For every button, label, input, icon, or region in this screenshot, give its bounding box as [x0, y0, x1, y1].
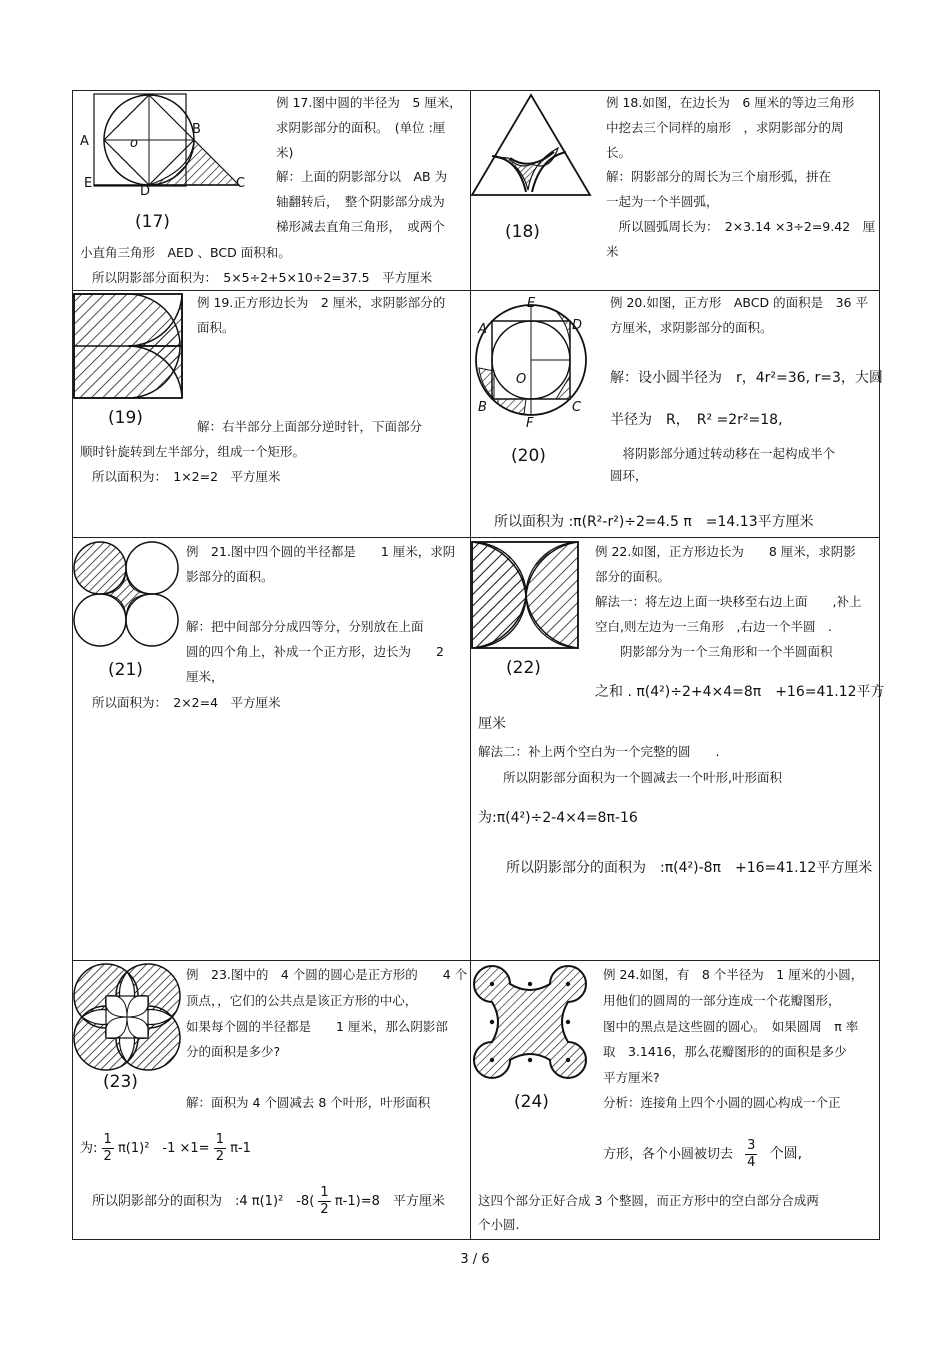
ex23-line: 解：面积为 4 个圆减去 8 个叶形，叶形面积	[186, 1095, 431, 1110]
label-b: B	[192, 122, 201, 137]
figure-21	[72, 540, 182, 650]
ex20-solution: 圆环，	[610, 468, 648, 483]
figure-23	[72, 962, 182, 1072]
ex17-line: 例 17.图中圆的半径为 5 厘米，	[276, 95, 462, 110]
label-e: E	[84, 176, 93, 191]
label-c: C	[236, 176, 246, 191]
ex24-cut-line	[603, 1130, 802, 1179]
figure-caption-21: (21)	[108, 660, 143, 680]
ex17-answer: 所以阴影部分面积为： 5×5÷2+5×10÷2=37.5 平方厘米	[92, 270, 433, 285]
page-number: 3 / 6	[460, 1252, 490, 1267]
fraction-half	[214, 1132, 226, 1165]
ex19-line: 例 19.正方形边长为 2 厘米，求阴影部分的	[197, 295, 446, 310]
fraction-half	[318, 1185, 330, 1218]
ex18-line: 米	[606, 244, 619, 259]
ex22-line: 阴影部分为一个三角形和一个半圆面积	[595, 644, 833, 659]
figure-caption-23: (23)	[103, 1072, 138, 1092]
ex22-answer: 所以阴影部分的面积为 :π(4²)-8π +16=41.12平方厘米	[506, 860, 873, 876]
figure-20	[474, 296, 604, 426]
ex24-line: 分析：连接角上四个小圆的圆心构成一个正	[603, 1095, 841, 1110]
figure-caption-18: (18)	[505, 222, 540, 242]
label-a: A	[80, 134, 89, 149]
ex23-line: 如果每个圆的半径都是 1 厘米，那么阴影部	[186, 1019, 448, 1034]
ex23-line: 顶点，，它们的公共点是该正方形的中心，	[186, 993, 418, 1008]
figure-caption-24: (24)	[514, 1092, 549, 1112]
row-divider	[72, 960, 880, 961]
ex23-line: 分的面积是多少?	[186, 1044, 281, 1059]
ex22-unit: 厘米	[478, 716, 506, 732]
ex22-leaf: 为:π(4²)÷2-4×4=8π-16	[478, 810, 638, 826]
ex24-line: 例 24.如图，有 8 个半径为 1 厘米的小圆，	[603, 967, 864, 982]
figure-caption-17: (17)	[135, 212, 170, 232]
ex18-line: 例 18.如图，在边长为 6 厘米的等边三角形	[606, 95, 855, 110]
formula-end: π-1	[230, 1141, 251, 1156]
fraction-numerator: 1	[215, 1132, 224, 1147]
formula-prefix: 为:	[80, 1141, 98, 1156]
ex21-line: 影部分的面积。	[186, 569, 274, 584]
fraction-denominator: 4	[747, 1155, 756, 1170]
label-b: B	[478, 400, 487, 415]
ex19-answer: 所以面积为： 1×2=2 平方厘米	[92, 469, 281, 484]
ex19-solution: 顺时针旋转到左半部分，组成一个矩形。	[80, 444, 306, 459]
figure-caption-19: (19)	[108, 408, 143, 428]
ex21-line: 解：把中间部分分成四等分，分别放在上面	[186, 619, 424, 634]
fraction-three-quarters	[745, 1138, 757, 1171]
ex18-line: 解：阴影部分的周长为三个扇形弧，拼在	[606, 169, 832, 184]
ex18-line: 一起为一个半圆弧，	[606, 194, 719, 209]
ex21-line: 例 21.图中四个圆的半径都是 1 厘米，求阴	[186, 544, 456, 559]
ex20-line: 例 20.如图，正方形 ABCD 的面积是 36 平	[610, 295, 868, 310]
ex17-line: 米)	[276, 145, 294, 160]
answer-end: π-1)=8 平方厘米	[334, 1194, 445, 1209]
formula-middle: π(1)² -1 ×1=	[117, 1141, 210, 1156]
ex24-tail: 这四个部分正好合成 3 个整圆，而正方形中的空白部分合成两	[478, 1193, 819, 1208]
ex21-line: 厘米，	[186, 669, 224, 684]
fraction-denominator: 2	[103, 1149, 112, 1164]
ex22-solution2: 解法二：补上两个空白为一个完整的圆 .	[478, 744, 720, 759]
ex17-line: 求阴影部分的面积。 (单位 :厘	[276, 120, 446, 135]
figure-19	[72, 292, 187, 402]
fraction-numerator: 3	[747, 1138, 756, 1153]
ex22-line: 解法一：将左边上面一块移至右边上面 ,补上	[595, 594, 862, 609]
figure-caption-22: (22)	[506, 658, 541, 678]
cut-text-start: 方形，各个小圆被切去	[603, 1147, 734, 1162]
ex19-solution: 解：右半部分上面部分逆时针，下面部分	[197, 419, 423, 434]
ex24-tail: 个小圆.	[478, 1217, 520, 1232]
label-f: F	[526, 416, 534, 431]
ex23-answer	[92, 1178, 445, 1226]
ex22-solution2: 所以阴影部分面积为一个圆减去一个叶形,叶形面积	[478, 770, 782, 785]
label-o: O	[516, 372, 527, 387]
ex24-line: 取 3.1416，那么花瓣图形的的面积是多少	[603, 1044, 847, 1059]
figure-24	[470, 962, 590, 1082]
ex20-answer: 所以面积为 :π(R²-r²)÷2=4.5 π =14.13平方厘米	[494, 514, 814, 530]
ex22-line: 部分的面积。	[595, 569, 671, 584]
ex24-line: 用他们的圆周的一部分连成一个花瓣图形，	[603, 993, 841, 1008]
ex20-line: 方厘米，求阴影部分的面积。	[610, 320, 773, 335]
label-c: C	[572, 400, 582, 415]
figure-18	[470, 92, 595, 202]
label-o: o	[130, 136, 138, 151]
label-a: A	[478, 322, 487, 337]
fraction-denominator: 2	[215, 1149, 224, 1164]
ex23-leaf-formula	[80, 1125, 251, 1173]
ex24-line: 图中的黑点是这些圆的圆心。 如果圆周 π 率	[603, 1019, 859, 1034]
ex17-line: 轴翻转后， 整个阴影部分成为	[276, 194, 445, 209]
label-d: D	[140, 184, 151, 199]
fraction-half	[102, 1132, 114, 1165]
ex22-line: 空白,则左边为一三角形 ,右边一个半圆 .	[595, 619, 832, 634]
fraction-numerator: 1	[320, 1185, 329, 1200]
figure-caption-20: (20)	[511, 446, 546, 466]
ex18-line: 所以圆弧周长为： 2×3.14 ×3÷2=9.42 厘	[606, 219, 876, 234]
ex21-line: 圆的四个角上，补成一个正方形，边长为 2	[186, 644, 444, 659]
ex17-line: 梯形减去直角三角形， 或两个	[276, 219, 445, 234]
label-d: D	[572, 318, 583, 333]
cut-text-end: 个圆,	[769, 1146, 803, 1162]
ex24-line: 平方厘米?	[603, 1070, 660, 1085]
ex20-solution: 半径为 R， R² =2r²=18,	[610, 412, 783, 428]
fraction-numerator: 1	[103, 1132, 112, 1147]
ex17-line: 解：上面的阴影部分以 AB 为	[276, 169, 448, 184]
ex17-line: 小直角三角形 AED 、BCD 面积和。	[80, 245, 291, 260]
figure-22	[470, 540, 582, 652]
ex22-line: 例 22.如图，正方形边长为 8 厘米，求阴影	[595, 544, 856, 559]
answer-start: 所以阴影部分的面积为 :4 π(1)² -8(	[92, 1194, 315, 1209]
ex18-line: 长。	[606, 145, 632, 160]
ex23-line: 例 23.图中的 4 个圆的圆心是正方形的 4 个	[186, 967, 468, 982]
ex18-line: 中挖去三个同样的扇形 ，求阴影部分的周	[606, 120, 844, 135]
row-divider	[72, 537, 880, 538]
ex19-line: 面积。	[197, 320, 235, 335]
ex20-solution: 解：设小圆半径为 r，4r²=36, r=3，大圆	[610, 370, 883, 386]
fraction-denominator: 2	[320, 1202, 329, 1217]
ex22-sum: 之和 . π(4²)÷2+4×4=8π +16=41.12平方	[595, 684, 885, 700]
ex21-answer: 所以面积为： 2×2=4 平方厘米	[92, 695, 281, 710]
ex20-solution: 将阴影部分通过转动移在一起构成半个	[610, 446, 836, 461]
label-e: E	[527, 296, 536, 311]
